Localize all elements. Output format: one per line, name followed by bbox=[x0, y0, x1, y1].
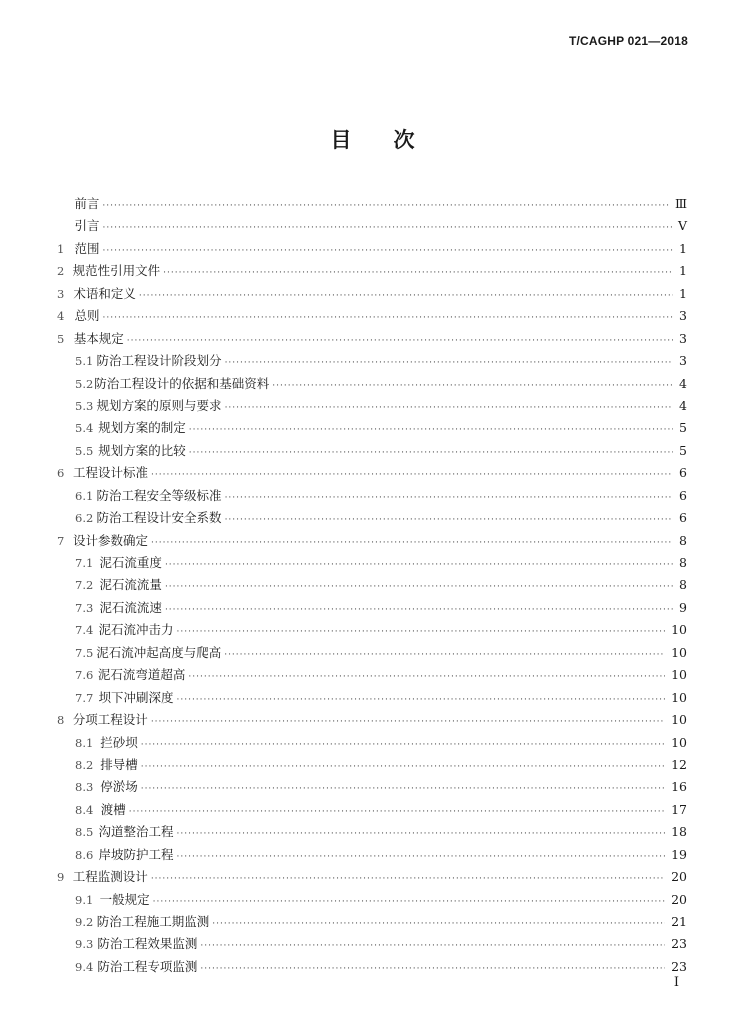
toc-dot-leader bbox=[151, 532, 673, 554]
toc-entry[interactable] bbox=[57, 799, 687, 821]
toc-entry[interactable] bbox=[57, 911, 687, 933]
toc-entry[interactable] bbox=[57, 664, 687, 686]
toc-entry-number: 8.3 bbox=[75, 780, 94, 795]
toc-entry-label: 防治工程效果监测 bbox=[97, 936, 198, 952]
toc-entry-number: 6.2 bbox=[75, 511, 94, 526]
toc-entry-number: 9 bbox=[57, 870, 65, 885]
toc-entry[interactable] bbox=[57, 844, 687, 866]
toc-entry-label: 泥石流流速 bbox=[99, 599, 162, 615]
toc-entry-number: 3 bbox=[57, 286, 65, 301]
toc-entry-label: 排导槽 bbox=[100, 756, 138, 772]
toc-entry-page: 20 bbox=[671, 891, 687, 907]
toc-entry-page: 18 bbox=[671, 824, 687, 840]
toc-entry-number: 7.1 bbox=[75, 556, 94, 570]
toc-entry-number: 8.4 bbox=[75, 802, 94, 817]
toc-dot-leader bbox=[225, 509, 673, 531]
toc-entry-page: 10 bbox=[671, 734, 687, 750]
toc-entry-label: 泥石流冲起高度与爬高 bbox=[96, 644, 222, 660]
toc-entry-number: 6.1 bbox=[75, 488, 94, 503]
standard-code: T/CAGHP 021—2018 bbox=[568, 34, 688, 48]
toc-entry-page: 20 bbox=[671, 869, 687, 885]
toc-entry-label: 防治工程设计阶段划分 bbox=[96, 353, 222, 369]
toc-entry-label: 规划方案的原则与要求 bbox=[96, 397, 222, 413]
toc-dot-leader bbox=[163, 262, 673, 284]
toc-entry-page: 1 bbox=[679, 285, 687, 301]
toc-entry-label: 坝下冲刷深度 bbox=[98, 689, 174, 705]
toc-entry[interactable] bbox=[57, 283, 687, 305]
toc-entry-number: 7.7 bbox=[75, 690, 94, 705]
toc-entry-label: 泥石流重度 bbox=[99, 555, 162, 570]
toc-dot-leader bbox=[141, 756, 665, 778]
toc-entry[interactable] bbox=[57, 215, 687, 237]
toc-entry-label: 泥石流流量 bbox=[99, 577, 162, 593]
toc-entry[interactable] bbox=[57, 305, 687, 327]
toc-dot-leader bbox=[102, 195, 669, 217]
toc-entry-number: 5.2 bbox=[75, 376, 94, 391]
toc-entry-number: 5.4 bbox=[75, 421, 94, 436]
toc-entry-label: 泥石流弯道超高 bbox=[97, 667, 186, 683]
toc-dot-leader bbox=[212, 913, 665, 935]
toc-entry-page: 8 bbox=[679, 532, 687, 548]
toc-dot-leader bbox=[177, 621, 666, 643]
toc-dot-leader bbox=[200, 958, 665, 980]
toc-entry-page: 9 bbox=[679, 599, 687, 615]
toc-entry[interactable] bbox=[57, 619, 687, 641]
toc-entry[interactable] bbox=[57, 440, 687, 462]
toc-entry-label: 设计参数确定 bbox=[73, 532, 149, 548]
toc-dot-leader bbox=[225, 352, 673, 374]
toc-entry-number: 2 bbox=[57, 264, 65, 279]
table-of-contents bbox=[57, 193, 687, 978]
toc-dot-leader bbox=[153, 891, 665, 913]
toc-entry[interactable] bbox=[57, 485, 687, 507]
toc-entry-label: 岸坡防护工程 bbox=[98, 846, 174, 862]
toc-dot-leader bbox=[224, 644, 665, 666]
toc-entry-number: 5.5 bbox=[75, 443, 94, 458]
toc-entry[interactable] bbox=[57, 956, 687, 978]
toc-dot-leader bbox=[103, 307, 673, 329]
toc-dot-leader bbox=[200, 935, 665, 957]
toc-dot-leader bbox=[103, 217, 672, 239]
toc-entry-page: 23 bbox=[671, 958, 687, 974]
toc-entry[interactable] bbox=[57, 821, 687, 843]
toc-entry[interactable] bbox=[57, 328, 687, 350]
toc-entry-label: 分项工程设计 bbox=[72, 712, 148, 728]
toc-entry-label: 泥石流冲击力 bbox=[98, 622, 174, 638]
toc-dot-leader bbox=[177, 846, 666, 868]
toc-entry-number: 7.3 bbox=[75, 600, 94, 615]
toc-dot-leader bbox=[151, 868, 665, 890]
toc-entry-number: 8.2 bbox=[75, 757, 94, 772]
toc-entry-page: 6 bbox=[679, 510, 687, 526]
toc-entry[interactable] bbox=[57, 530, 687, 552]
toc-entry-number: 7.4 bbox=[75, 623, 94, 638]
toc-entry-page: 1 bbox=[679, 240, 687, 256]
toc-entry-label: 防治工程专项监测 bbox=[97, 958, 198, 974]
toc-entry-label: 总则 bbox=[74, 308, 100, 324]
toc-entry-number: 8.1 bbox=[75, 735, 94, 750]
toc-entry-page: 3 bbox=[679, 330, 687, 346]
toc-dot-leader bbox=[151, 464, 673, 486]
toc-entry-number: 8.5 bbox=[75, 825, 94, 840]
toc-entry-number: 9.2 bbox=[75, 915, 94, 929]
toc-entry-page: 5 bbox=[679, 442, 687, 458]
toc-entry[interactable] bbox=[57, 238, 687, 260]
toc-entry[interactable] bbox=[57, 350, 687, 372]
toc-dot-leader bbox=[188, 666, 665, 688]
toc-entry[interactable] bbox=[57, 574, 687, 596]
toc-entry[interactable] bbox=[57, 754, 687, 776]
toc-entry-page: 8 bbox=[679, 577, 687, 593]
toc-entry-label: 基本规定 bbox=[73, 330, 124, 346]
toc-entry-page: 8 bbox=[679, 555, 687, 570]
toc-entry[interactable] bbox=[57, 776, 687, 798]
toc-dot-leader bbox=[177, 823, 666, 845]
toc-entry[interactable] bbox=[57, 395, 687, 417]
page-number: Ⅰ bbox=[673, 975, 679, 990]
toc-entry-page: 23 bbox=[671, 936, 687, 952]
toc-entry[interactable] bbox=[57, 866, 687, 888]
toc-entry-page: 17 bbox=[671, 801, 687, 817]
toc-entry[interactable] bbox=[57, 552, 687, 574]
toc-entry-label: 前言 bbox=[74, 196, 100, 211]
toc-entry-page: 6 bbox=[679, 465, 687, 481]
toc-dot-leader bbox=[189, 442, 673, 464]
toc-entry-label: 停淤场 bbox=[100, 779, 138, 795]
toc-entry-number: 5.3 bbox=[75, 398, 94, 413]
toc-entry-number: 8 bbox=[57, 713, 65, 728]
toc-entry-number: 5.1 bbox=[75, 354, 94, 369]
toc-entry[interactable] bbox=[57, 417, 687, 439]
toc-entry-label: 一般规定 bbox=[99, 891, 150, 907]
toc-entry-number: 9.3 bbox=[75, 937, 94, 952]
toc-entry-label: 防治工程设计安全系数 bbox=[96, 510, 222, 526]
toc-entry-page: 12 bbox=[671, 756, 687, 772]
toc-entry-page: 10 bbox=[671, 622, 687, 638]
toc-entry-label: 防治工程安全等级标准 bbox=[96, 487, 222, 503]
toc-entry-label: 范围 bbox=[74, 240, 100, 256]
toc-entry-number: 9.4 bbox=[75, 959, 94, 974]
toc-entry-page: 21 bbox=[671, 914, 687, 929]
toc-entry[interactable] bbox=[57, 373, 687, 395]
toc-dot-leader bbox=[272, 375, 673, 397]
toc-dot-leader bbox=[141, 734, 665, 756]
toc-entry-number: 6 bbox=[57, 466, 65, 481]
toc-entry-label: 引言 bbox=[74, 218, 100, 234]
toc-entry-page: 10 bbox=[671, 644, 687, 660]
toc-dot-leader bbox=[225, 487, 673, 509]
toc-entry-page: 10 bbox=[671, 712, 687, 728]
toc-entry-number: 7 bbox=[57, 533, 65, 548]
toc-entry-number: 7.5 bbox=[75, 645, 94, 660]
toc-dot-leader bbox=[103, 240, 673, 262]
toc-dot-leader bbox=[151, 711, 665, 733]
toc-entry-page: 4 bbox=[679, 397, 687, 413]
toc-dot-leader bbox=[165, 599, 673, 621]
toc-entry-label: 拦砂坝 bbox=[100, 734, 138, 750]
toc-entry-page: 10 bbox=[671, 667, 687, 683]
toc-entry-page: 6 bbox=[679, 487, 687, 503]
toc-entry-page: 5 bbox=[679, 420, 687, 436]
toc-entry-page: 3 bbox=[679, 353, 687, 369]
toc-entry-number: 1 bbox=[57, 241, 65, 256]
toc-dot-leader bbox=[177, 689, 666, 711]
toc-entry[interactable] bbox=[57, 642, 687, 664]
toc-entry-label: 渡槽 bbox=[100, 801, 126, 817]
toc-entry-label: 防治工程设计的依据和基础资料 bbox=[94, 375, 270, 391]
toc-entry[interactable] bbox=[57, 597, 687, 619]
toc-entry[interactable] bbox=[57, 889, 687, 911]
toc-entry-page: Ⅴ bbox=[677, 218, 687, 234]
toc-entry-page: Ⅲ bbox=[674, 196, 687, 211]
toc-entry-page: 1 bbox=[679, 263, 687, 279]
toc-entry-label: 沟道整治工程 bbox=[98, 824, 174, 840]
toc-dot-leader bbox=[165, 576, 673, 598]
toc-entry-page: 10 bbox=[671, 689, 687, 705]
toc-entry-label: 规划方案的比较 bbox=[98, 442, 186, 458]
toc-entry-label: 工程设计标准 bbox=[73, 465, 149, 481]
toc-entry-number: 8.6 bbox=[75, 847, 94, 862]
toc-entry-number: 9.1 bbox=[75, 892, 94, 907]
toc-entry-page: 3 bbox=[679, 308, 687, 324]
toc-entry-label: 工程监测设计 bbox=[72, 869, 148, 885]
toc-dot-leader bbox=[139, 285, 673, 307]
toc-entry-number: 5 bbox=[57, 331, 65, 346]
toc-entry[interactable] bbox=[57, 687, 687, 709]
toc-entry-label: 防治工程施工期监测 bbox=[96, 914, 210, 929]
toc-entry-number: 7.6 bbox=[75, 668, 94, 683]
toc-entry[interactable] bbox=[57, 193, 687, 215]
toc-dot-leader bbox=[141, 778, 665, 800]
page-title: 目 次 bbox=[330, 128, 415, 152]
toc-entry[interactable] bbox=[57, 507, 687, 529]
toc-entry-page: 4 bbox=[679, 375, 687, 391]
toc-dot-leader bbox=[189, 419, 673, 441]
toc-dot-leader bbox=[127, 330, 673, 352]
toc-dot-leader bbox=[129, 801, 665, 823]
toc-entry-label: 术语和定义 bbox=[73, 285, 136, 301]
toc-entry[interactable] bbox=[57, 260, 687, 282]
toc-entry-number: 7.2 bbox=[75, 578, 94, 593]
toc-entry-page: 19 bbox=[671, 846, 687, 862]
toc-entry[interactable] bbox=[57, 933, 687, 955]
toc-entry[interactable] bbox=[57, 462, 687, 484]
toc-entry[interactable] bbox=[57, 732, 687, 754]
toc-entry-number: 4 bbox=[57, 309, 65, 324]
toc-entry-page: 16 bbox=[671, 779, 687, 795]
toc-entry-label: 规划方案的制定 bbox=[98, 420, 186, 436]
toc-entry[interactable] bbox=[57, 709, 687, 731]
toc-entry-label: 规范性引用文件 bbox=[72, 263, 161, 279]
toc-dot-leader bbox=[165, 554, 673, 576]
toc-dot-leader bbox=[225, 397, 673, 419]
